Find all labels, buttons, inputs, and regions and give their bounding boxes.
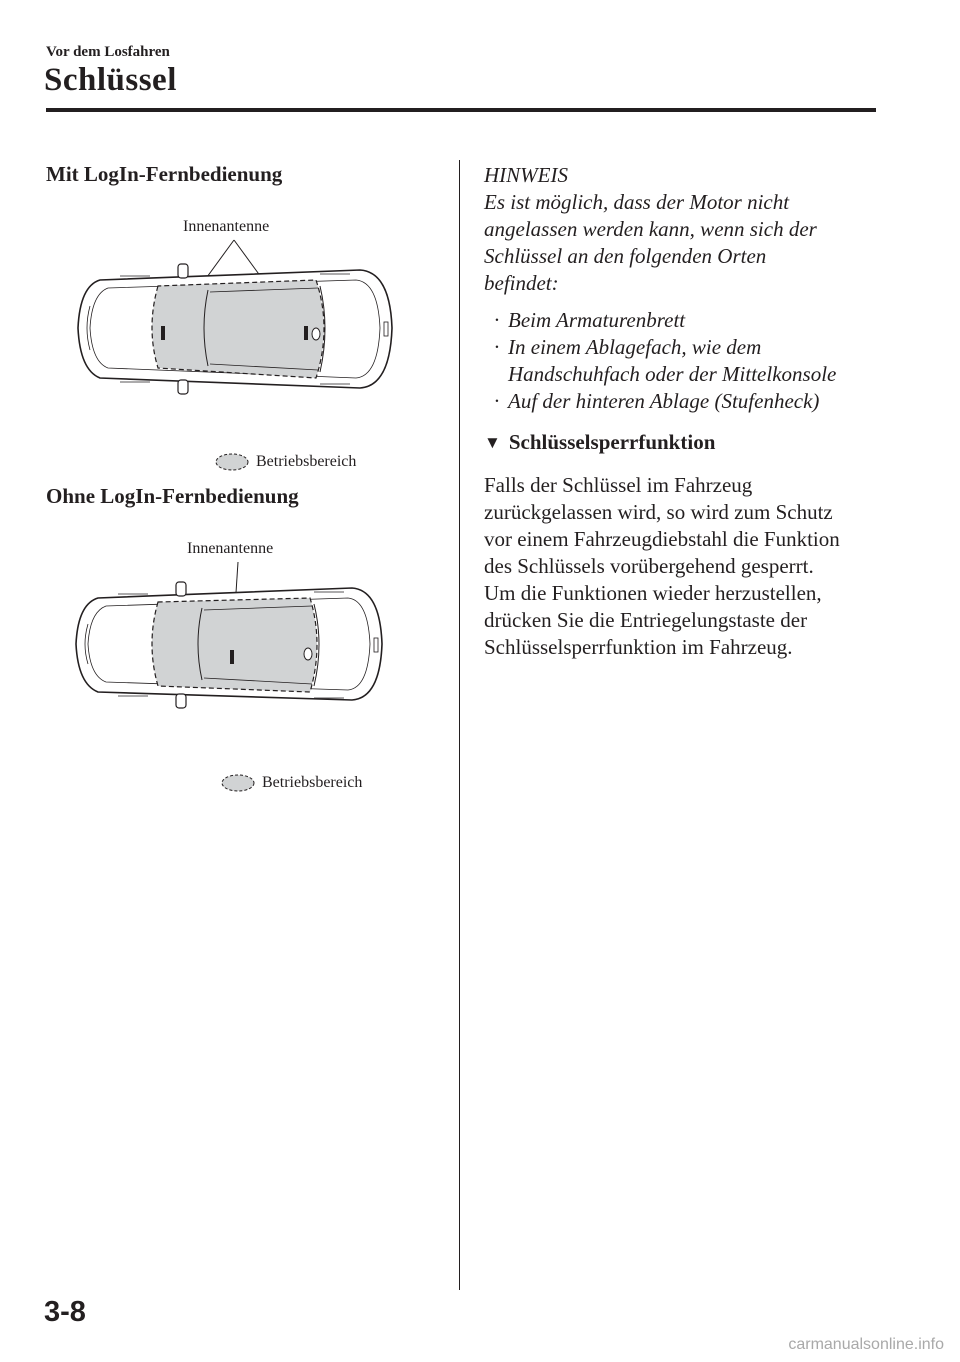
list-item [484,307,884,334]
list-item-line: Beim Armaturenbrett [508,308,686,332]
feature-heading-text: Schlüsselsperrfunktion [508,430,716,454]
note-title: HINWEIS [484,163,568,187]
figure1-heading: Mit LogIn-Fernbedienung [46,162,283,186]
list-item-line: Handschuhfach oder der Mittelkonsole [508,362,837,386]
note-line: angelassen werden kann, wenn sich der [484,217,817,241]
body-line: vor einem Fahrzeugdiebstahl die Funktion [484,527,840,551]
figure2-heading: Ohne LogIn-Fernbedienung [46,484,299,508]
car-diagram-without-login [62,558,392,728]
note-line: Schlüssel an den folgenden Orten [484,244,767,268]
body-line: Schlüsselsperrfunktion im Fahrzeug. [484,635,793,659]
section-label: Vor dem Losfahren [46,44,170,60]
list-item [484,334,884,388]
body-paragraph [484,472,884,661]
car-diagram-with-login [60,236,410,416]
triangle-down-icon: ▼ [484,433,501,452]
operating-range-swatch-icon [214,452,250,472]
column-divider [459,160,460,1290]
page-number: 3-8 [44,1296,86,1328]
note-text [484,189,884,297]
list-item-line: In einem Ablagefach, wie dem [508,335,762,359]
body-line: zurückgelassen wird, so wird zum Schutz [484,500,833,524]
bullet-dot: · [494,308,500,332]
figure1-legend-label: Betriebsbereich [256,453,357,470]
footer-site-watermark: carmanualsonline.info [788,1336,944,1353]
list-item [484,388,884,415]
figure1-antenna-label: Innenantenne [183,218,270,235]
body-line: des Schlüssels vorübergehend gesperrt. [484,554,814,578]
feature-heading [484,429,884,456]
list-item-line: Auf der hinteren Ablage (Stufenheck) [508,389,820,413]
body-line: drücken Sie die Entriegelungstaste der [484,608,808,632]
title-rule [46,108,876,112]
body-line: Falls der Schlüssel im Fahrzeug [484,473,753,497]
figure2-legend [220,773,362,793]
page-title: Schlüssel [44,62,177,98]
figure2-antenna-label: Innenantenne [187,540,274,557]
figure1-legend [214,452,356,472]
figure2-legend-label: Betriebsbereich [262,774,363,791]
note-line: befindet: [484,271,559,295]
note-line: Es ist möglich, dass der Motor nicht [484,190,790,214]
operating-range-swatch-icon [220,773,256,793]
note-bullet-list [484,307,884,415]
body-line: Um die Funktionen wieder herzustellen, [484,581,822,605]
bullet-dot: · [494,389,500,413]
bullet-dot: · [494,335,500,359]
right-column [484,162,884,661]
